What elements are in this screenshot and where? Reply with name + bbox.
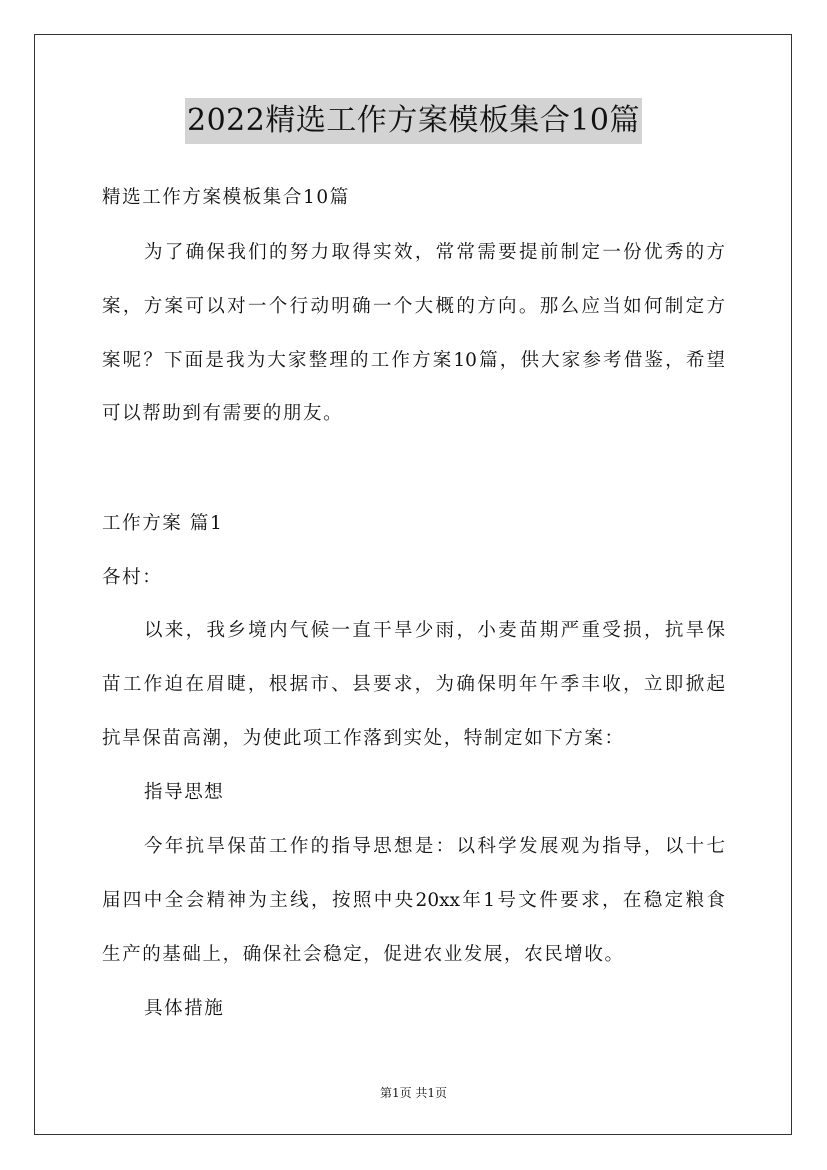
intro-line: 案，方案可以对一个行动明确一个大概的方向。那么应当如何制定方 <box>102 296 725 317</box>
document-title: 2022精选工作方案模板集合10篇 <box>185 98 642 144</box>
subheading-guiding: 指导思想 <box>144 782 225 803</box>
intro-line: 为了确保我们的努力取得实效，常常需要提前制定一份优秀的方 <box>144 242 725 263</box>
subheading-measures: 具体措施 <box>144 998 225 1019</box>
paragraph-line: 今年抗旱保苗工作的指导思想是：以科学发展观为指导，以十七 <box>144 836 725 857</box>
salutation: 各村： <box>102 567 163 588</box>
title-container <box>0 98 827 144</box>
paragraph-line: 以来，我乡境内气候一直干旱少雨，小麦苗期严重受损，抗旱保 <box>144 620 725 641</box>
document-subtitle: 精选工作方案模板集合10篇 <box>102 187 350 208</box>
intro-line: 案呢？下面是我为大家整理的工作方案10篇，供大家参考借鉴，希望 <box>102 350 725 371</box>
paragraph-line: 届四中全会精神为主线，按照中央20xx年1号文件要求，在稳定粮食 <box>102 890 725 911</box>
paragraph-line: 苗工作迫在眉睫，根据市、县要求，为确保明年午季丰收，立即掀起 <box>102 674 725 695</box>
intro-line: 可以帮助到有需要的朋友。 <box>102 403 344 424</box>
paragraph-line: 生产的基础上，确保社会稳定，促进农业发展，农民增收。 <box>102 944 625 965</box>
section-heading: 工作方案 篇1 <box>102 513 224 534</box>
paragraph-line: 抗旱保苗高潮，为使此项工作落到实处，特制定如下方案： <box>102 728 625 749</box>
page-footer: 第1页 共1页 <box>379 1086 448 1100</box>
